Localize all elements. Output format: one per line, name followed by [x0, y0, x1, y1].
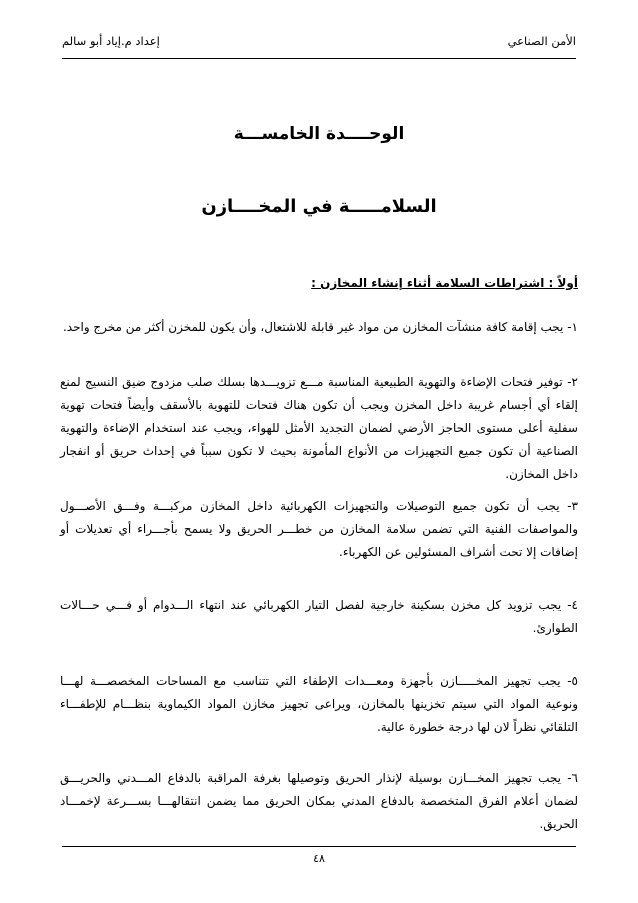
page-header: [62, 34, 576, 54]
header-course-title: الأمن الصناعي: [507, 34, 576, 48]
paragraph-3: ٣- يجب أن تكون جميع التوصيلات والتجهيزات الكهربائية داخل المخازن مركبـــة وفـــق الأصـــول والمواصفات الفنية التي تضمن سلامة المخازن من خطـــر الحريق ولا يسمح بأجـــراء أي تعديلات أو إضافات إلا تحت أشراف المسئولين عن الكهرباء.: [60, 499, 578, 559]
paragraph-5: ٥- يجب تجهيز المخـــــازن بأجهزة ومعـــدات الإطفاء التي تتناسب مع المساحات المخصصـــة لهـــا ونوعية المواد التي سيتم تخزينها بالمخازن، ويراعى تجهيز مخازن المواد الكيماوية بنظـــام للإطفـــاء التلقائي نظراً لان لها درجة خطورة عالية.: [60, 674, 578, 734]
footer-divider: [62, 846, 576, 847]
section-heading: أولاً : اشتراطات السلامة أثناء إنشاء المخازن :: [311, 276, 578, 290]
unit-title: الوحــــدة الخامســـة: [233, 124, 405, 144]
header-author: إعداد م.إياد أبو سالم: [62, 34, 160, 48]
paragraph-2: ٢- توفير فتحات الإضاءة والتهوية الطبيعية المناسبة مـــع تزويـــدها بسلك صلب مزدوج ضيق النسيج لمنع إلقاء أي أجسام غريبة داخل المخزن ويجب أن تكون هناك فتحات للتهوية بالأسقف وأيضاً فتحات تهوية سفلية أعلى مستوى الحاجز الأرضي لضمان التجديد الأمثل للهواء، ويجب عند استخدام الإضاءة والتهوية الصناعية أن تكون جميع التجهيزات من الأنواع المأمونة بحيث لا تكون سبباً في إحداث حريق أو انفجار داخل المخازن.: [60, 375, 578, 481]
paragraph-6: ٦- يجب تجهيز المخـــازن بوسيلة لإنذار الحريق وتوصيلها بغرفة المراقبة بالدفاع المـــدني والحريـــق لضمان أعلام الفرق المتخصصة بالدفاع المدني بمكان الحريق مما يضمن انتقالهـــا بســـرعة لإخمـــاد الحريق.: [60, 771, 578, 831]
page-title: السلامـــــة في المخــــازن: [201, 196, 437, 217]
paragraph-4: ٤- يجب تزويد كل مخزن بسكينة خارجية لفصل التيار الكهربائي عند انتهاء الـــدوام أو فـــي حـــالات الطوارئ.: [60, 598, 578, 635]
header-divider: [62, 58, 576, 59]
paragraph-1: ١- يجب إقامة كافة منشآت المخازن من مواد غير قابلة للاشتعال، وأن يكون للمخزن أكثر من مخرج واحد.: [62, 320, 578, 334]
page-number: ٤٨: [313, 852, 325, 865]
